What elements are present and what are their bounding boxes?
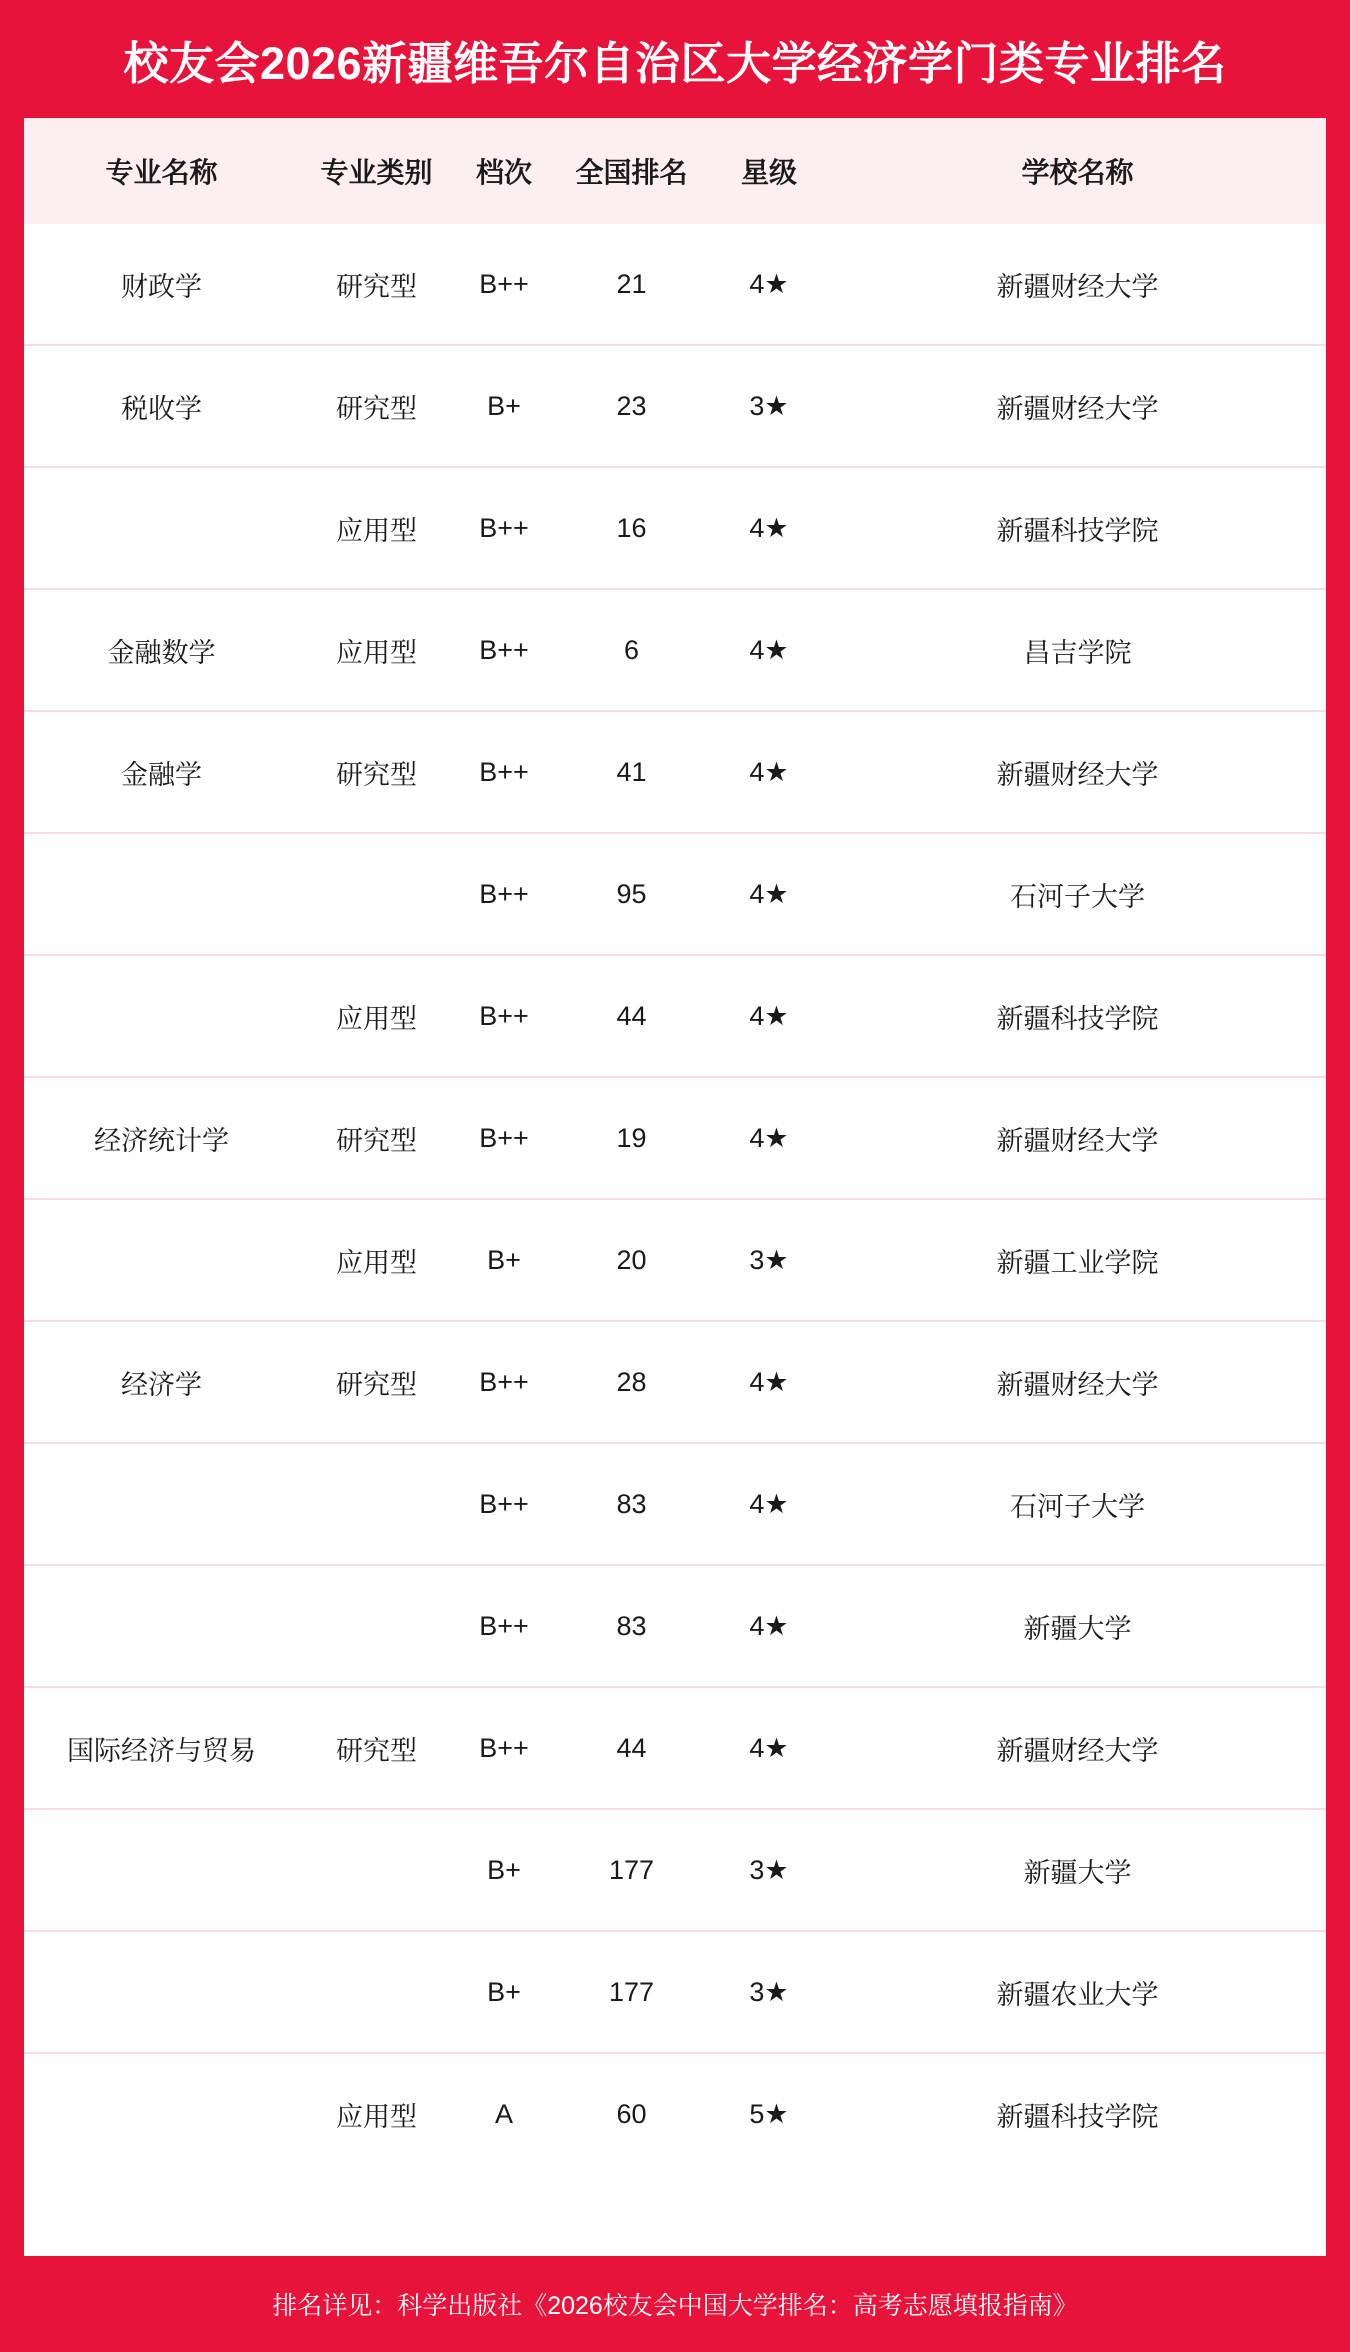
cell-category: 研究型 [299,345,454,467]
cell-school: 新疆财经大学 [829,224,1326,345]
column-header-school: 学校名称 [1021,157,1134,188]
cell-category: 研究型 [299,1077,454,1199]
cell-national-rank: 28 [554,1321,709,1443]
table-row [24,589,1326,711]
cell-grade: B++ [454,224,554,345]
cell-major: 金融学 [24,711,299,833]
cell-grade: B++ [454,1565,554,1687]
table-row [24,711,1326,833]
table-row [24,1321,1326,1443]
table-row [24,1443,1326,1565]
cell-national-rank: 19 [554,1077,709,1199]
cell-category: 应用型 [299,467,454,589]
table-row [24,955,1326,1077]
cell-national-rank: 44 [554,955,709,1077]
cell-national-rank: 83 [554,1565,709,1687]
cell-category: 研究型 [299,1321,454,1443]
cell-category: 应用型 [299,955,454,1077]
cell-grade: B++ [454,1443,554,1565]
cell-grade: B++ [454,589,554,711]
table-row [24,224,1326,345]
table-row [24,1077,1326,1199]
cell-star: 4★ [709,1565,829,1687]
cell-school: 新疆财经大学 [829,345,1326,467]
cell-grade: B++ [454,1077,554,1199]
cell-star: 4★ [709,589,829,711]
cell-national-rank: 21 [554,224,709,345]
cell-category: 研究型 [299,711,454,833]
cell-major: 国际经济与贸易 [24,1687,299,1809]
cell-school: 新疆科技学院 [996,2101,1159,2132]
table-row [24,833,1326,955]
cell-school: 新疆财经大学 [829,711,1326,833]
cell-category: 研究型 [299,224,454,345]
cell-school: 石河子大学 [829,1443,1326,1565]
cell-school: 新疆科技学院 [829,467,1326,589]
cell-school: 新疆科技学院 [829,955,1326,1077]
cell-major: 经济统计学 [24,1077,299,1199]
ranking-table-container [24,118,1326,2256]
cell-major [24,1565,299,1687]
cell-major [24,1443,299,1565]
cell-national-rank: 95 [554,833,709,955]
cell-star: 4★ [709,1077,829,1199]
cell-category: 应用型 [336,2101,417,2132]
column-header-major: 专业名称 [105,157,218,188]
cell-major: 财政学 [24,224,299,345]
cell-star: 4★ [709,711,829,833]
cell-category [299,1931,454,2053]
cell-star: 4★ [709,955,829,1077]
cell-star: 3★ [709,1931,829,2053]
cell-grade: B+ [454,345,554,467]
cell-major [24,1931,299,2053]
cell-national-rank: 6 [554,589,709,711]
table-row [24,1687,1326,1809]
column-header-national-rank: 全国排名 [575,157,688,188]
cell-national-rank: 23 [554,345,709,467]
cell-national-rank: 44 [554,1687,709,1809]
cell-grade: B++ [454,711,554,833]
page-title: 校友会2026新疆维吾尔自治区大学经济学门类专业排名 [123,37,1227,89]
cell-star: 3★ [709,1809,829,1931]
cell-national-rank: 16 [554,467,709,589]
cell-school: 新疆工业学院 [829,1199,1326,1321]
footer-note: 排名详见：科学出版社《2026校友会中国大学排名：高考志愿填报指南》 [272,2292,1078,2320]
cell-national-rank: 60 [616,2098,647,2129]
cell-grade: B++ [454,955,554,1077]
table-row [24,1931,1326,2053]
cell-star: 4★ [709,467,829,589]
cell-school: 新疆财经大学 [829,1077,1326,1199]
cell-grade: B++ [454,1321,554,1443]
column-header-star: 星级 [740,157,797,188]
cell-grade: A [494,2098,513,2129]
cell-major [24,833,299,955]
page-footer [0,2256,1350,2352]
cell-major [24,2053,299,2174]
cell-grade: B+ [454,1809,554,1931]
cell-major: 经济学 [24,1321,299,1443]
cell-major [24,1809,299,1931]
table-row [24,1565,1326,1687]
table-row [24,467,1326,589]
cell-star: 4★ [709,1443,829,1565]
cell-grade: B+ [454,1931,554,2053]
page-header [0,0,1350,118]
cell-category [299,1809,454,1931]
cell-school: 新疆财经大学 [829,1321,1326,1443]
cell-category [299,1565,454,1687]
table-row [24,345,1326,467]
cell-major [24,1199,299,1321]
cell-star: 5★ [749,2098,789,2129]
table-row [24,1199,1326,1321]
cell-star: 4★ [709,833,829,955]
cell-national-rank: 20 [554,1199,709,1321]
cell-national-rank: 177 [554,1809,709,1931]
cell-category [299,833,454,955]
cell-star: 4★ [709,1321,829,1443]
cell-category [299,1443,454,1565]
cell-category: 应用型 [299,1199,454,1321]
cell-school: 新疆大学 [829,1565,1326,1687]
column-header-grade: 档次 [475,157,532,188]
cell-major [24,955,299,1077]
cell-star: 4★ [709,1687,829,1809]
cell-school: 新疆财经大学 [829,1687,1326,1809]
table-head [24,118,1326,224]
cell-category: 研究型 [299,1687,454,1809]
table-row [24,1809,1326,1931]
cell-grade: B++ [454,467,554,589]
cell-school: 石河子大学 [829,833,1326,955]
cell-grade: B++ [454,1687,554,1809]
cell-major: 税收学 [24,345,299,467]
table-header-row [24,118,1326,224]
cell-school: 昌吉学院 [829,589,1326,711]
cell-major: 金融数学 [24,589,299,711]
cell-national-rank: 177 [554,1931,709,2053]
cell-star: 3★ [709,345,829,467]
cell-grade: B++ [454,833,554,955]
cell-national-rank: 41 [554,711,709,833]
column-header-category: 专业类别 [320,157,433,188]
cell-star: 3★ [709,1199,829,1321]
table-row [24,2053,1326,2174]
cell-national-rank: 83 [554,1443,709,1565]
cell-star: 4★ [709,224,829,345]
table-body [24,224,1326,2174]
ranking-table [24,118,1326,2174]
cell-grade: B+ [454,1199,554,1321]
cell-major [24,467,299,589]
cell-category: 应用型 [299,589,454,711]
cell-school: 新疆大学 [829,1809,1326,1931]
cell-school: 新疆农业大学 [829,1931,1326,2053]
